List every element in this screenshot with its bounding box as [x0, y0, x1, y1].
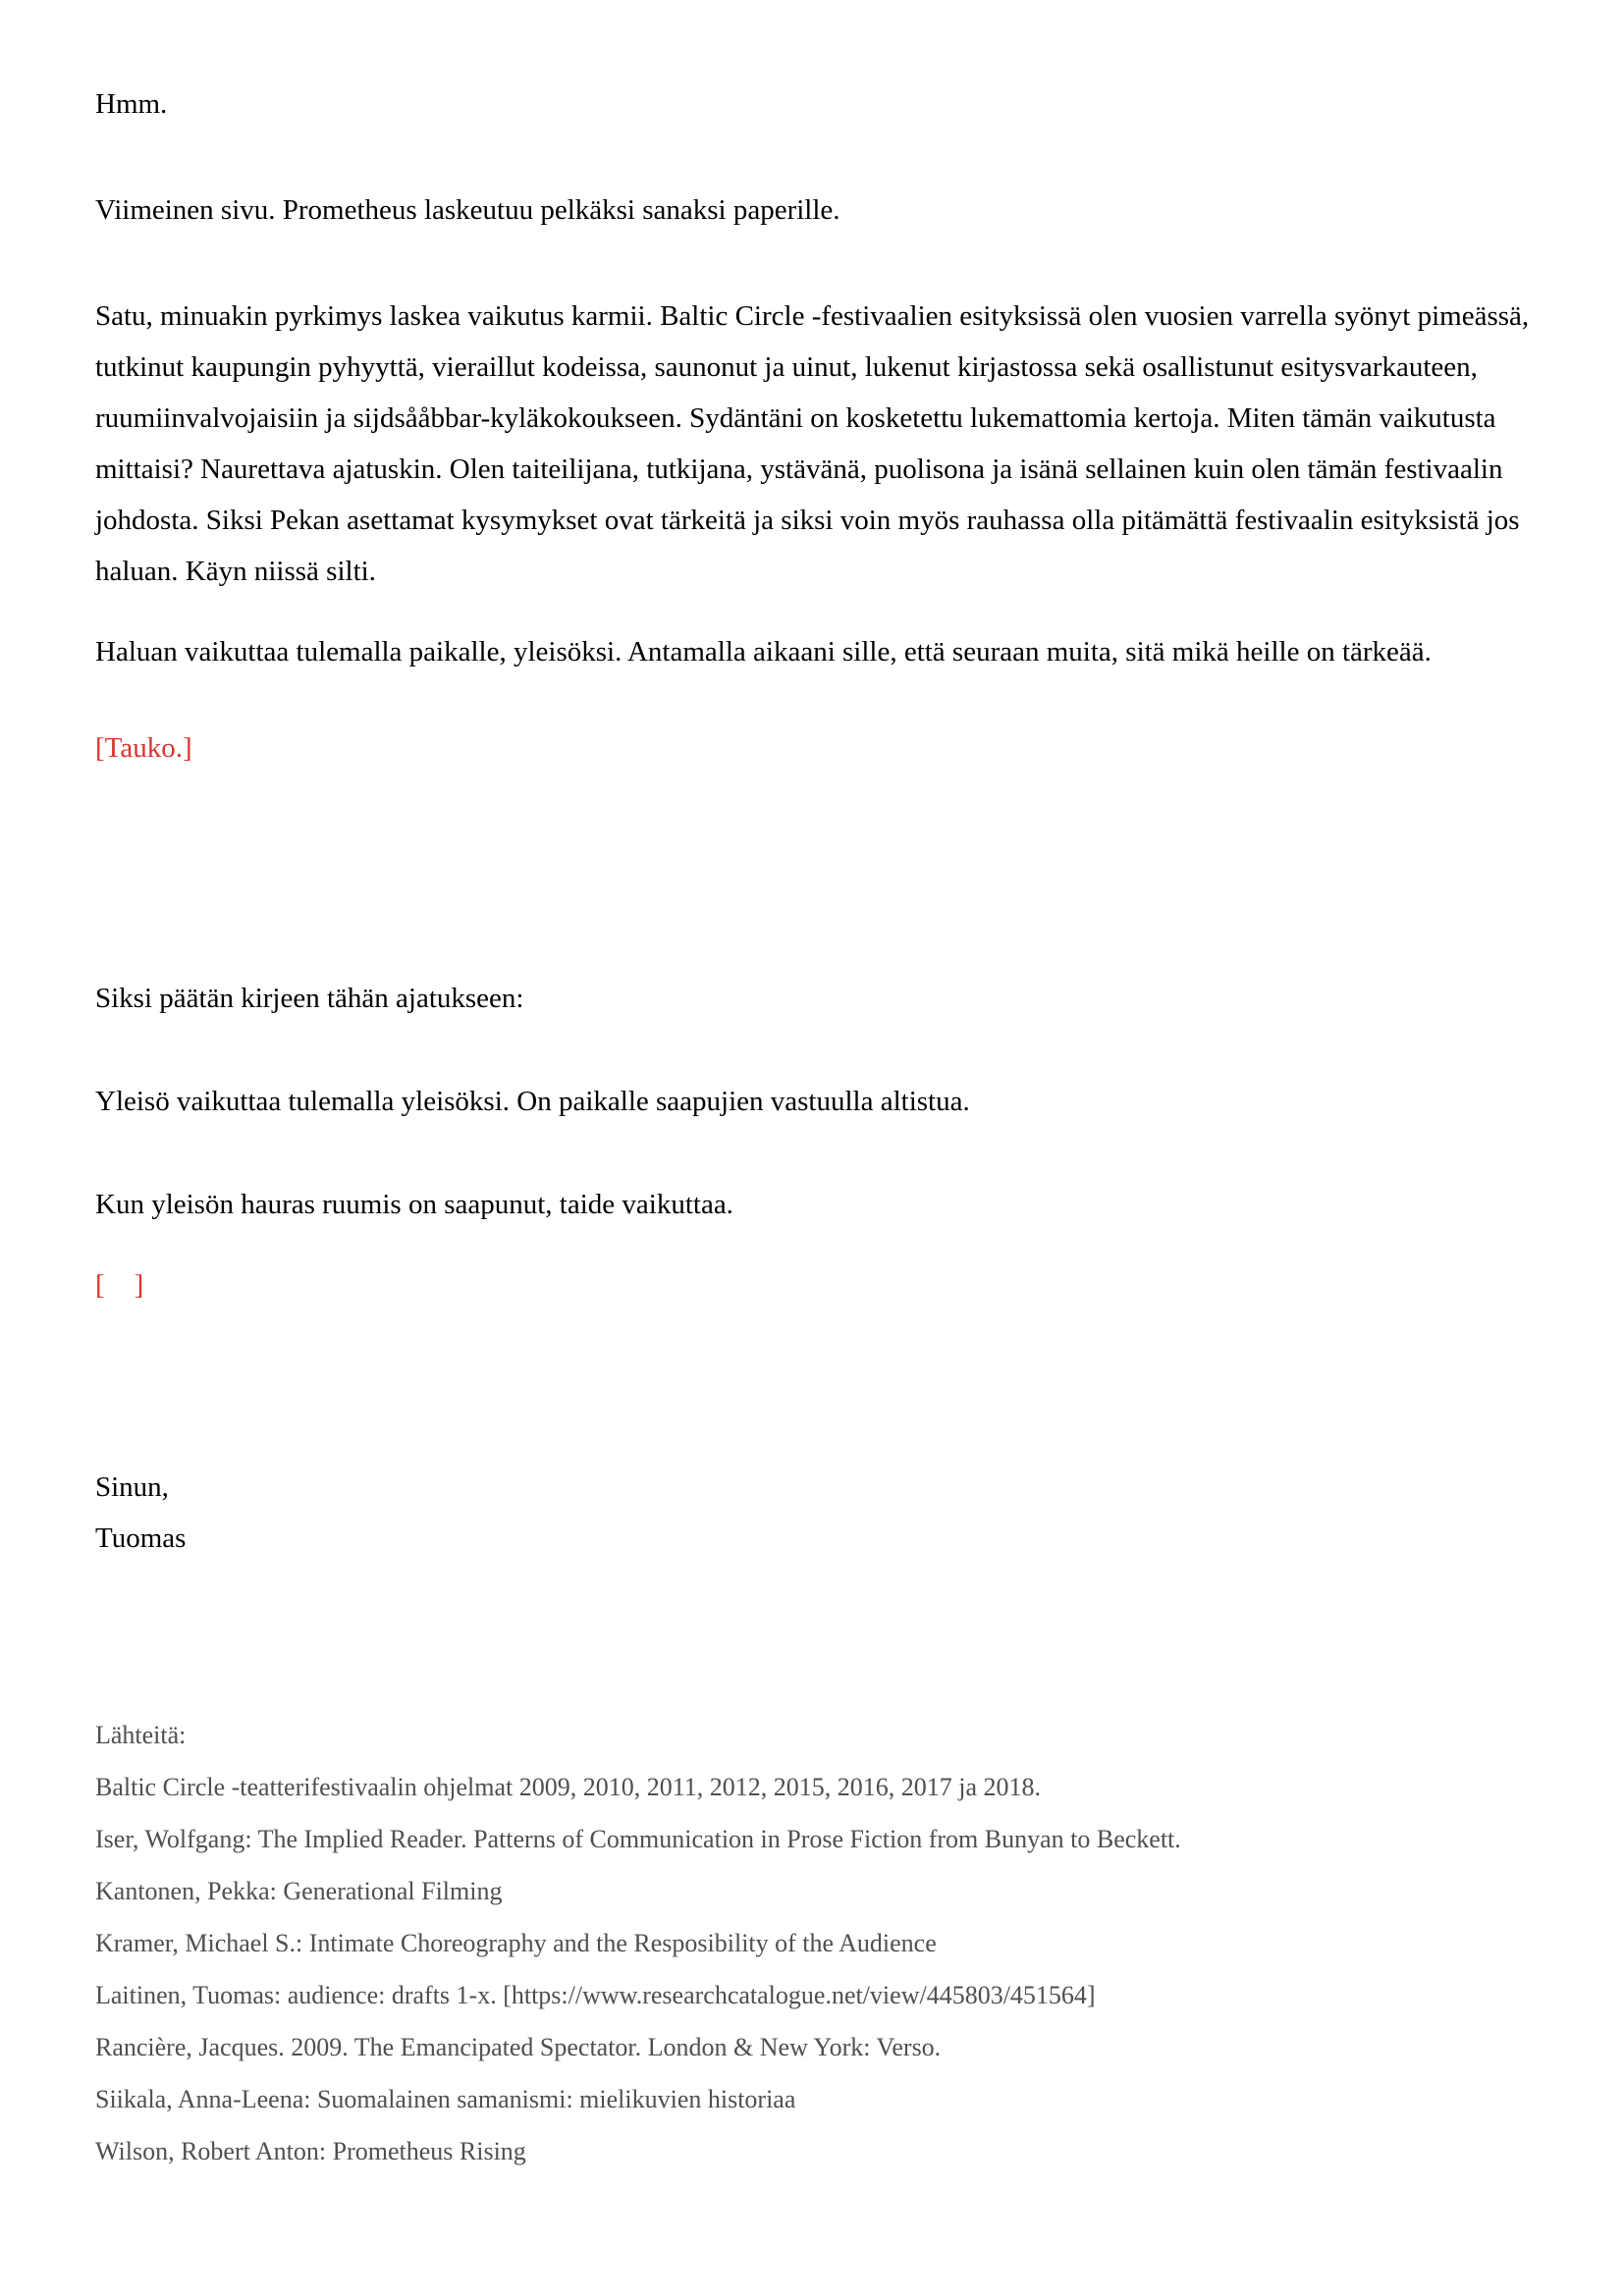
empty-bracket-open: [	[95, 1269, 105, 1301]
reference-item: Kantonen, Pekka: Generational Filming	[95, 1877, 503, 1905]
reference-item: Siikala, Anna-Leena: Suomalainen samanismi: mielikuvien historiaa	[95, 2085, 796, 2113]
reference-item: Wilson, Robert Anton: Prometheus Rising	[95, 2137, 526, 2165]
signature-block	[95, 1462, 1531, 1564]
signature-name: Tuomas	[95, 1522, 187, 1554]
paragraph-yleiso: Yleisö vaikuttaa tulemalla yleisöksi. On paikalle saapujien vastuulla altistua.	[95, 1086, 970, 1117]
paragraph-kun: Kun yleisön hauras ruumis on saapunut, taide vaikuttaa.	[95, 1189, 733, 1220]
references-heading: Lähteitä:	[95, 1721, 187, 1749]
paragraph-viimeinen: Viimeinen sivu. Prometheus laskeutuu pelkäksi sanaksi paperille.	[95, 194, 840, 226]
reference-item: Laitinen, Tuomas: audience: drafts 1-x. [https://www.researchcatalogue.net/view/445803/451564]	[95, 1981, 1096, 2009]
reference-item: Baltic Circle -teatterifestivaalin ohjelmat 2009, 2010, 2011, 2012, 2015, 2016, 2017 ja 2018.	[95, 1773, 1042, 1801]
reference-item: Rancière, Jacques. 2009. The Emancipated Spectator. London & New York: Verso.	[95, 2033, 942, 2061]
empty-bracket-close: ]	[134, 1269, 144, 1301]
paragraph-hmm: Hmm.	[95, 88, 168, 120]
paragraph-haluan: Haluan vaikuttaa tulemalla paikalle, yleisöksi. Antamalla aikaani sille, että seuraan muita, sitä mikä heille on tärkeää.	[95, 636, 1432, 667]
paragraph-siksi: Siksi päätän kirjeen tähän ajatukseen:	[95, 983, 524, 1014]
reference-item: Kramer, Michael S.: Intimate Choreography and the Resposibility of the Audience	[95, 1929, 937, 1957]
empty-brackets	[95, 1259, 1531, 1310]
pause-marker: [Tauko.]	[95, 732, 192, 764]
signature-salutation: Sinun,	[95, 1471, 169, 1503]
paragraph-satu: Satu, minuakin pyrkimys laskea vaikutus karmii. Baltic Circle -festivaalien esityksissä olen vuosien varrella syönyt pimeässä, tutkinut kaupungin pyhyyttä, vieraillut kodeissa, saunonut ja uinut, lukenut kirjastossa sekä osallistunut esitysvarkauteen, ruumiinvalvojaisiin ja sijdsååbbar-kyläkokoukseen. Sydäntäni on kosketettu lukemattomia kertoja. Miten tämän vaikutusta mittaisi? Naurettava ajatuskin. Olen taiteilijana, tutkijana, ystävänä, puolisona ja isänä sellainen kuin olen tämän festivaalin johdosta. Siksi Pekan asettamat kysymykset ovat tärkeitä ja siksi voin myös rauhassa olla pitämättä festivaalin esityksistä jos haluan. Käyn niissä silti.	[95, 300, 1530, 587]
references-section	[95, 1709, 1531, 2177]
reference-item: Iser, Wolfgang: The Implied Reader. Patterns of Communication in Prose Fiction from Bunyan to Beckett.	[95, 1825, 1181, 1853]
